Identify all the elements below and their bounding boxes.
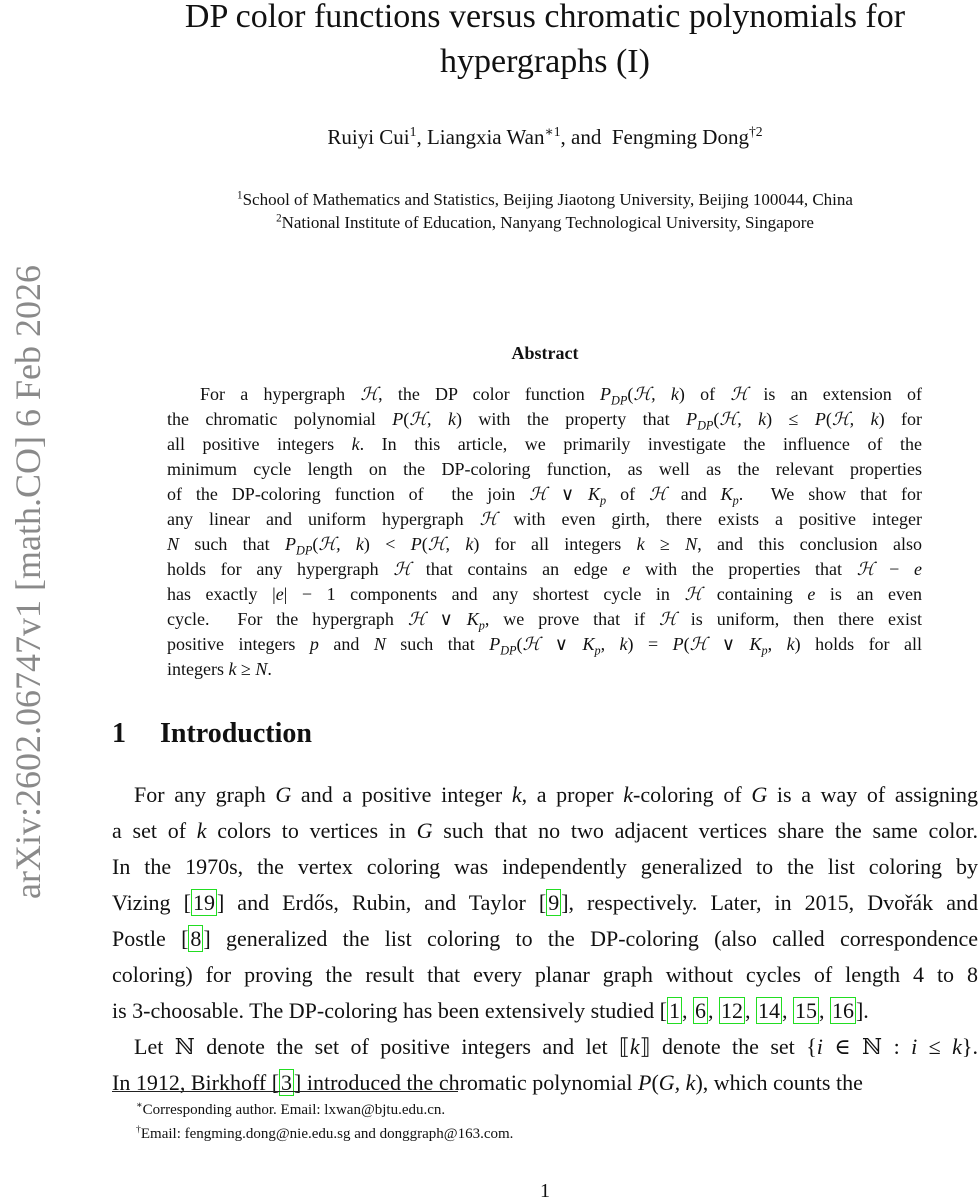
math-symbol: k <box>196 818 207 843</box>
math-symbol: ℋ <box>522 634 541 654</box>
text-run: ) = <box>627 634 673 654</box>
author-name: Liangxia Wan <box>426 125 545 149</box>
math-symbol: G, k <box>658 1070 696 1095</box>
text-run: , we prove that if <box>484 609 660 629</box>
math-symbol: i <box>816 1034 823 1059</box>
text-run: [ <box>183 890 191 915</box>
text-run: ( <box>825 409 832 429</box>
text-run: holds for any hypergraph <box>167 559 394 579</box>
text-run: and Erdős, Rubin, and Taylor <box>224 890 539 915</box>
citation-link[interactable]: 6 <box>694 998 706 1023</box>
author-list <box>100 125 978 150</box>
abstract-line <box>167 632 922 657</box>
text-run: , <box>781 998 793 1023</box>
text-run: In the 1970s, the vertex coloring was independently generalized to the list coloring by <box>112 854 978 879</box>
text-run: the chromatic polynomial <box>167 409 393 429</box>
affiliation <box>100 188 978 211</box>
author-mark: ∗1 <box>544 124 561 139</box>
section-number: 1 <box>112 718 126 749</box>
body-line <box>112 993 978 1029</box>
text-run: [ <box>271 1070 280 1095</box>
math-symbol: i <box>911 1034 918 1059</box>
text-run: . <box>267 659 272 679</box>
text-run: with even girth, there exists a positive integer <box>497 509 922 529</box>
abstract-line <box>167 382 922 407</box>
text-run: ] <box>203 926 211 951</box>
text-run: ( <box>713 409 720 429</box>
text-run: is 3-choosable. The DP-coloring has been extensively studied <box>112 998 660 1023</box>
text-run: ∨ <box>707 634 750 654</box>
math-symbol: k <box>511 782 522 807</box>
abstract-line <box>167 482 922 507</box>
math-symbol: P <box>638 1070 652 1095</box>
text-run: all positive integers <box>167 434 352 454</box>
affiliations <box>100 188 978 234</box>
text-run: is an extension of <box>748 384 922 404</box>
text-run: that contains an edge <box>411 559 623 579</box>
text-run: integers <box>167 659 229 679</box>
math-symbol: G <box>416 818 433 843</box>
text-run: colors to vertices in <box>206 818 417 843</box>
affiliation-mark: 1 <box>237 189 243 202</box>
footnote <box>136 1098 513 1122</box>
text-run: }. <box>961 1034 978 1059</box>
math-symbol: k <box>619 634 628 654</box>
math-symbol: P <box>392 409 404 429</box>
body-line <box>112 921 978 957</box>
text-run: ( <box>312 534 319 554</box>
text-run: | − 1 components and any shortest cycle in <box>283 584 685 604</box>
text-run: ) for <box>878 409 923 429</box>
text-run: . <box>863 998 869 1023</box>
paper-title <box>100 0 978 84</box>
text-run: ( <box>627 384 634 404</box>
text-run: For a hypergraph <box>200 384 361 404</box>
citation-link[interactable]: 12 <box>720 998 743 1023</box>
math-symbol: K <box>749 634 762 654</box>
text-run: cycle. For the hypergraph <box>167 609 408 629</box>
section-heading <box>112 718 312 750</box>
math-symbol: ℋ <box>689 634 708 654</box>
math-symbol: ℋ <box>659 609 677 629</box>
arxiv-identifier-sidebar[interactable]: arXiv:2602.06747v1 [math.CO] 6 Feb 2026 <box>8 265 48 899</box>
text-run: such that <box>385 634 490 654</box>
text-run: any linear and uniform hypergraph <box>167 509 480 529</box>
math-symbol: ℋ <box>684 584 703 604</box>
text-run: minimum cycle length on the DP-coloring function, as well as the relevant properties <box>167 459 922 479</box>
math-symbol: K <box>466 609 479 629</box>
math-symbol: k <box>636 534 645 554</box>
math-subscript: DP <box>611 393 628 408</box>
math-symbol: ℋ <box>393 559 412 579</box>
text-run: [ <box>181 926 189 951</box>
math-symbol: k <box>786 634 795 654</box>
text-run: [ <box>538 890 547 915</box>
math-symbol: N <box>167 534 180 554</box>
text-run: with the properties that <box>630 559 857 579</box>
math-symbol: p <box>309 634 319 654</box>
text-run: ≤ <box>917 1034 953 1059</box>
math-symbol: P <box>285 534 296 554</box>
citation-link[interactable]: 9 <box>548 890 560 915</box>
affiliation-text: National Institute of Education, Nanyang Technological University, Singapore <box>281 213 814 232</box>
footnote-mark: † <box>136 1124 141 1135</box>
abstract-line <box>167 532 922 557</box>
body-line <box>112 1065 978 1101</box>
math-symbol: P <box>672 634 684 654</box>
math-symbol: ℋ, k <box>719 409 767 429</box>
math-symbol: ℋ <box>479 509 498 529</box>
text-run: ] <box>855 998 864 1023</box>
math-symbol: ℋ <box>730 384 749 404</box>
text-run: , <box>818 998 830 1023</box>
math-symbol: k <box>629 1034 640 1059</box>
abstract-line <box>167 407 922 432</box>
text-run: ⟧ denote the set { <box>639 1034 817 1059</box>
author-mark: †2 <box>748 124 763 139</box>
body-line <box>112 1029 978 1065</box>
text-run: ] <box>561 890 569 915</box>
text-run: , the DP color function <box>378 384 601 404</box>
text-run: ∨ <box>540 634 583 654</box>
math-subscript: p <box>761 643 768 658</box>
abstract-line <box>167 582 922 607</box>
math-symbol: ℋ <box>360 384 379 404</box>
math-symbol: e <box>275 584 284 604</box>
math-symbol: ℋ, k <box>427 534 474 554</box>
math-symbol: G <box>751 782 768 807</box>
text-run: of <box>606 484 649 504</box>
abstract-line <box>167 432 922 457</box>
math-symbol: N <box>373 634 386 654</box>
text-run: such that <box>179 534 285 554</box>
text-run: Postle <box>112 926 182 951</box>
body-line <box>112 813 978 849</box>
text-run: ] <box>216 890 225 915</box>
text-run: ) for all integers <box>473 534 637 554</box>
text-run: and <box>318 634 374 654</box>
math-symbol: N <box>255 659 268 679</box>
text-run: ] <box>294 1070 302 1095</box>
math-subscript: DP <box>697 418 714 433</box>
math-symbol: k <box>623 782 634 807</box>
text-run: ≥ <box>236 659 256 679</box>
text-run: containing <box>702 584 808 604</box>
author-name: Fengming Dong <box>611 125 749 149</box>
math-subscript: DP <box>500 643 517 658</box>
body-line <box>112 957 978 993</box>
text-run: , <box>767 634 787 654</box>
math-symbol: K <box>720 484 733 504</box>
text-run: and <box>666 484 721 504</box>
text-run: ∨ <box>547 484 589 504</box>
citation-link[interactable]: 16 <box>831 998 854 1023</box>
math-subscript: DP <box>296 543 313 558</box>
affiliation-text: School of Mathematics and Statistics, Beijing Jiaotong University, Beijing 100044, China <box>242 190 853 209</box>
introduction-body <box>112 777 978 1101</box>
text-run: . In this article, we primarily investigate the influence of the <box>359 434 922 454</box>
abstract-line <box>167 557 922 582</box>
text-run: introduced the chromatic polynomial <box>301 1070 638 1095</box>
math-subscript: p <box>478 618 485 633</box>
text-run: ) with the property that <box>455 409 687 429</box>
author-separator: , <box>416 125 427 149</box>
math-symbol: ℋ, k <box>831 409 879 429</box>
text-run: , and this conclusion also <box>697 534 922 554</box>
math-symbol: P <box>600 384 612 404</box>
text-run: generalized the list coloring to the DP-coloring (also called correspondence <box>210 926 978 951</box>
text-run: , <box>600 634 620 654</box>
text-run: of the DP-coloring function of the join <box>167 484 530 504</box>
text-run: a set of <box>112 818 197 843</box>
text-run: is a way of assigning <box>767 782 978 807</box>
text-run: -coloring of <box>633 782 752 807</box>
math-symbol: e <box>914 559 923 579</box>
body-line <box>112 777 978 813</box>
text-run: has exactly | <box>167 584 276 604</box>
affiliation <box>100 211 978 234</box>
text-run: coloring) for proving the result that every planar graph without cycles of length 4 to 8 <box>112 962 978 987</box>
citation-link[interactable]: 1 <box>668 998 680 1023</box>
text-run: − <box>874 559 915 579</box>
citation-link[interactable]: 19 <box>192 890 215 915</box>
text-run: , <box>681 998 693 1023</box>
text-run: is an even <box>815 584 922 604</box>
title-line-2: hypergraphs (I) <box>440 43 650 80</box>
body-line <box>112 849 978 885</box>
section-title: Introduction <box>160 718 312 749</box>
text-run: ∨ <box>425 609 467 629</box>
math-symbol: ℋ <box>407 609 426 629</box>
text-run: ) of <box>678 384 731 404</box>
citation-link[interactable]: 3 <box>281 1070 293 1095</box>
abstract-body <box>167 382 922 682</box>
math-symbol: k <box>351 434 360 454</box>
text-run: In 1912, Birkhoff <box>112 1070 272 1095</box>
math-symbol: ℋ, k <box>633 384 679 404</box>
math-symbol: ℋ <box>649 484 667 504</box>
text-run: ), which counts the <box>695 1070 863 1095</box>
math-subscript: p <box>594 643 601 658</box>
math-symbol: K <box>588 484 601 504</box>
text-run: , <box>707 998 719 1023</box>
author-separator: , and <box>560 125 612 149</box>
citation-link[interactable]: 15 <box>794 998 817 1023</box>
footnote-text: Email: fengming.dong@nie.edu.sg and donggraph@163.com. <box>140 1126 514 1142</box>
title-line-1: DP color functions versus chromatic polynomials for <box>184 0 906 35</box>
math-symbol: P <box>410 534 422 554</box>
footnote-mark: ∗ <box>136 1100 143 1111</box>
citation-link[interactable]: 14 <box>757 998 780 1023</box>
author-name: Ruiyi Cui <box>327 125 410 149</box>
abstract-line <box>167 457 922 482</box>
text-run: and a positive integer <box>291 782 512 807</box>
page-number: 1 <box>540 1180 550 1202</box>
text-run: [ <box>659 998 667 1023</box>
math-symbol: ℋ, k <box>318 534 364 554</box>
footnotes <box>136 1098 513 1146</box>
math-subscript: p <box>600 493 607 508</box>
text-run: Vizing <box>112 890 184 915</box>
abstract-line <box>167 607 922 632</box>
text-run: . We show that for <box>738 484 922 504</box>
text-run: is uniform, then there exist <box>676 609 922 629</box>
math-symbol: P <box>814 409 826 429</box>
text-run: ) < <box>363 534 411 554</box>
math-symbol: P <box>489 634 501 654</box>
text-run: ( <box>421 534 428 554</box>
author-mark: 1 <box>409 124 417 139</box>
footnote <box>136 1122 513 1146</box>
text-run: such that no two adjacent vertices share the same color. <box>432 818 978 843</box>
text-run: ) holds for all <box>794 634 923 654</box>
text-run: ) ≤ <box>766 409 815 429</box>
text-run: positive integers <box>167 634 310 654</box>
math-symbol: k <box>228 659 237 679</box>
abstract-line <box>167 657 922 682</box>
footnote-rule <box>112 1091 458 1092</box>
citation-link[interactable]: 8 <box>190 926 202 951</box>
math-symbol: N <box>685 534 698 554</box>
text-run: , respectively. Later, in 2015, Dvořák and <box>568 890 978 915</box>
math-symbol: ℋ, k <box>409 409 456 429</box>
text-run: ( <box>683 634 690 654</box>
footnote-text: Corresponding author. Email: lxwan@bjtu.edu.cn. <box>142 1102 446 1118</box>
affiliation-mark: 2 <box>276 212 282 225</box>
math-symbol: ℋ <box>529 484 548 504</box>
text-run: ∈ ℕ : <box>822 1034 912 1059</box>
math-symbol: K <box>582 634 595 654</box>
text-run: Let ℕ denote the set of positive integers and let ⟦ <box>134 1034 630 1059</box>
math-symbol: P <box>686 409 698 429</box>
body-line <box>112 885 978 921</box>
abstract-heading: Abstract <box>511 343 579 363</box>
math-symbol: e <box>622 559 631 579</box>
math-symbol: G <box>275 782 292 807</box>
math-symbol: ℋ <box>856 559 875 579</box>
text-run: , <box>744 998 756 1023</box>
math-subscript: p <box>732 493 739 508</box>
text-run: ( <box>403 409 410 429</box>
text-run: ≥ <box>644 534 686 554</box>
math-symbol: e <box>807 584 816 604</box>
text-run: ( <box>516 634 523 654</box>
text-run: For any graph <box>134 782 276 807</box>
math-symbol: k <box>952 1034 962 1059</box>
abstract-line <box>167 507 922 532</box>
text-run: ( <box>651 1070 659 1095</box>
text-run: , a proper <box>521 782 624 807</box>
